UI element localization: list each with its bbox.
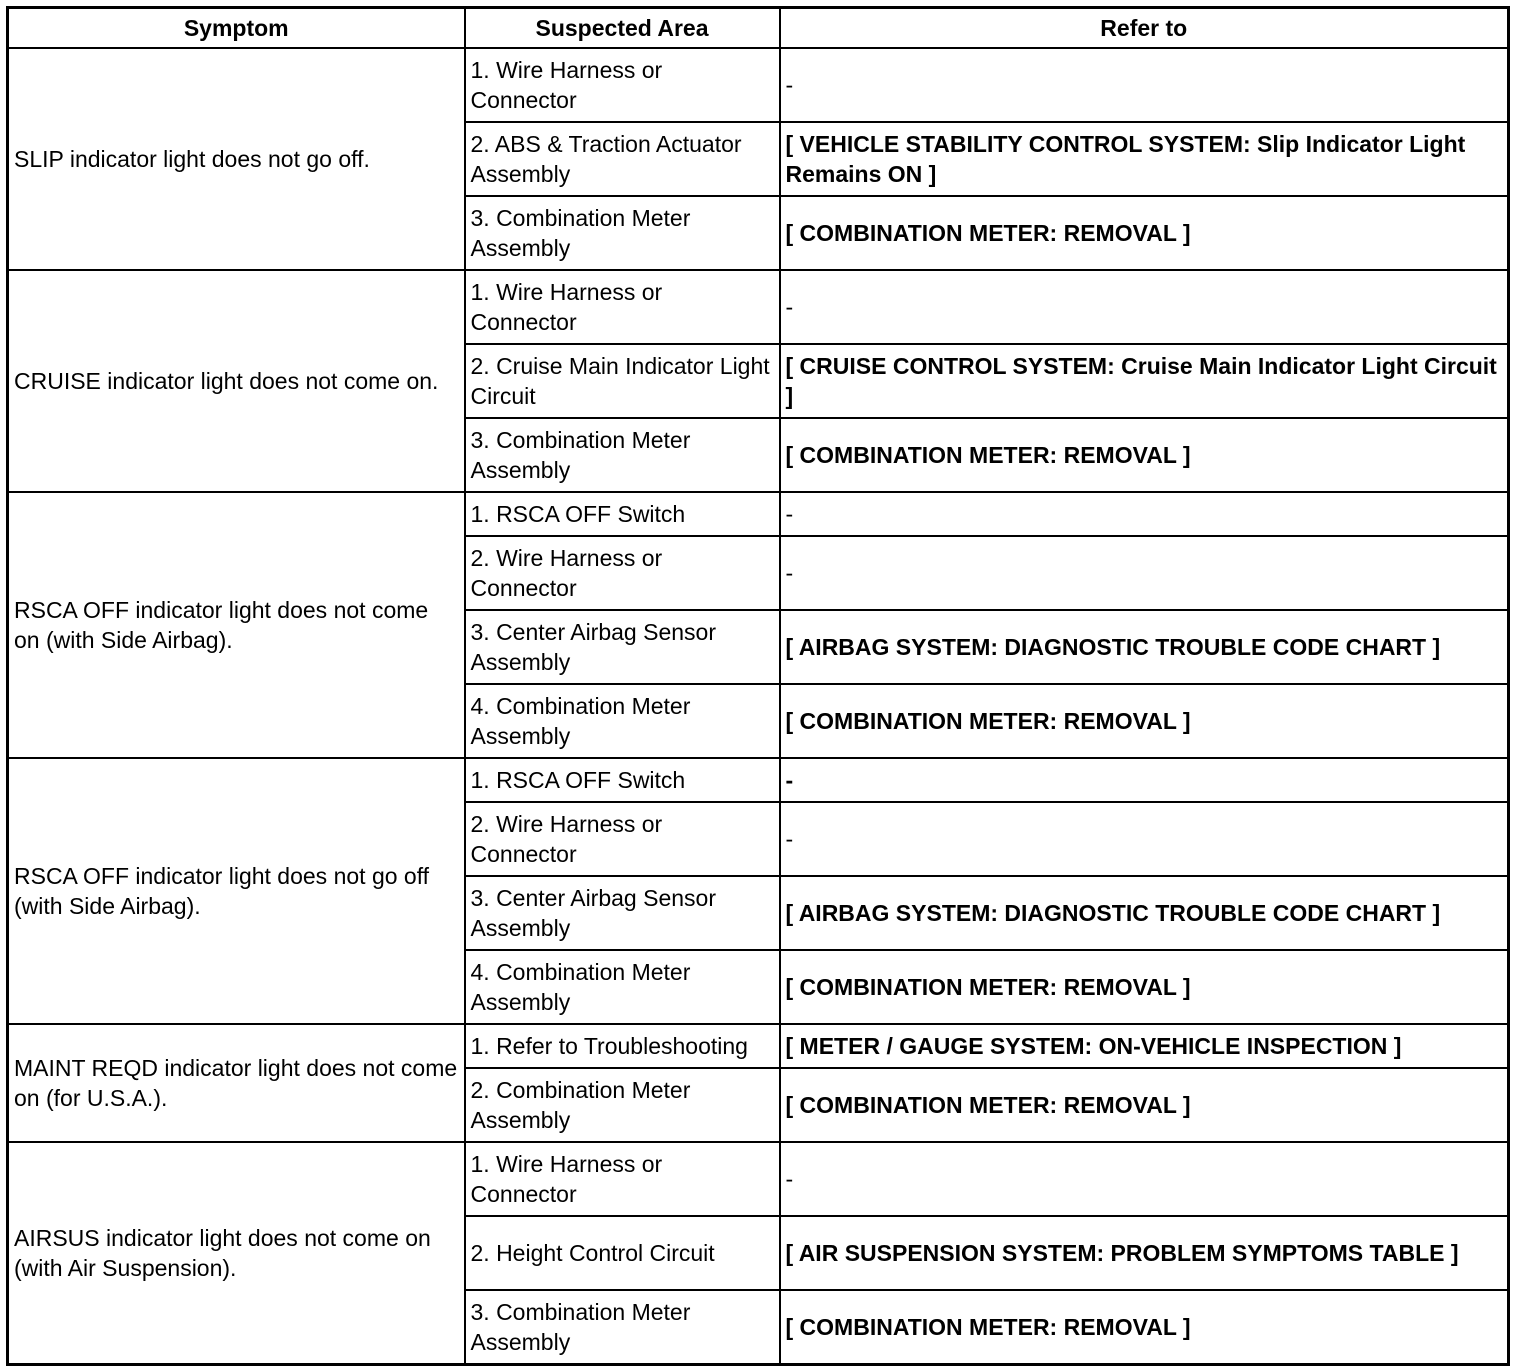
refer-link[interactable]: [ METER / GAUGE SYSTEM: ON-VEHICLE INSPECTION ] — [780, 1024, 1509, 1068]
symptom-cell: MAINT REQD indicator light does not come on (for U.S.A.). — [8, 1024, 465, 1142]
table-row — [8, 1024, 1509, 1068]
suspected-area-cell: 2. Cruise Main Indicator Light Circuit — [465, 344, 780, 418]
refer-link[interactable]: [ COMBINATION METER: REMOVAL ] — [780, 1290, 1509, 1365]
problem-symptoms-table — [6, 6, 1510, 1366]
suspected-area-cell: 3. Combination Meter Assembly — [465, 196, 780, 270]
refer-link[interactable]: [ AIR SUSPENSION SYSTEM: PROBLEM SYMPTOMS TABLE ] — [780, 1216, 1509, 1290]
refer-link[interactable]: [ AIRBAG SYSTEM: DIAGNOSTIC TROUBLE CODE CHART ] — [780, 876, 1509, 950]
refer-link[interactable]: [ AIRBAG SYSTEM: DIAGNOSTIC TROUBLE CODE CHART ] — [780, 610, 1509, 684]
suspected-area-cell: 3. Combination Meter Assembly — [465, 1290, 780, 1365]
refer-cell: - — [780, 802, 1509, 876]
refer-cell: - — [780, 758, 1509, 802]
suspected-area-cell: 2. ABS & Traction Actuator Assembly — [465, 122, 780, 196]
suspected-area-cell: 1. Wire Harness or Connector — [465, 270, 780, 344]
suspected-area-cell: 4. Combination Meter Assembly — [465, 684, 780, 758]
header-symptom: Symptom — [8, 8, 465, 49]
suspected-area-cell: 2. Height Control Circuit — [465, 1216, 780, 1290]
suspected-area-cell: 2. Wire Harness or Connector — [465, 536, 780, 610]
suspected-area-cell: 3. Combination Meter Assembly — [465, 418, 780, 492]
table-row — [8, 48, 1509, 122]
symptom-cell: AIRSUS indicator light does not come on (with Air Suspension). — [8, 1142, 465, 1365]
refer-cell: - — [780, 536, 1509, 610]
refer-link[interactable]: [ VEHICLE STABILITY CONTROL SYSTEM: Slip Indicator Light Remains ON ] — [780, 122, 1509, 196]
suspected-area-cell: 3. Center Airbag Sensor Assembly — [465, 610, 780, 684]
symptom-cell: RSCA OFF indicator light does not come on (with Side Airbag). — [8, 492, 465, 758]
suspected-area-cell: 1. RSCA OFF Switch — [465, 758, 780, 802]
symptom-cell: RSCA OFF indicator light does not go off (with Side Airbag). — [8, 758, 465, 1024]
header-refer-to: Refer to — [780, 8, 1509, 49]
table-row — [8, 1142, 1509, 1216]
suspected-area-cell: 3. Center Airbag Sensor Assembly — [465, 876, 780, 950]
header-row — [8, 8, 1509, 49]
refer-cell: - — [780, 270, 1509, 344]
suspected-area-cell: 1. RSCA OFF Switch — [465, 492, 780, 536]
suspected-area-cell: 1. Refer to Troubleshooting — [465, 1024, 780, 1068]
table-row — [8, 758, 1509, 802]
suspected-area-cell: 1. Wire Harness or Connector — [465, 1142, 780, 1216]
suspected-area-cell: 2. Combination Meter Assembly — [465, 1068, 780, 1142]
refer-link[interactable]: [ COMBINATION METER: REMOVAL ] — [780, 1068, 1509, 1142]
refer-cell: - — [780, 48, 1509, 122]
refer-link[interactable]: [ CRUISE CONTROL SYSTEM: Cruise Main Indicator Light Circuit ] — [780, 344, 1509, 418]
table-row — [8, 270, 1509, 344]
refer-link[interactable]: [ COMBINATION METER: REMOVAL ] — [780, 418, 1509, 492]
refer-link[interactable]: [ COMBINATION METER: REMOVAL ] — [780, 950, 1509, 1024]
refer-cell: - — [780, 1142, 1509, 1216]
symptom-cell: SLIP indicator light does not go off. — [8, 48, 465, 270]
header-suspected-area: Suspected Area — [465, 8, 780, 49]
refer-link[interactable]: [ COMBINATION METER: REMOVAL ] — [780, 684, 1509, 758]
table-row — [8, 492, 1509, 536]
refer-link[interactable]: [ COMBINATION METER: REMOVAL ] — [780, 196, 1509, 270]
suspected-area-cell: 4. Combination Meter Assembly — [465, 950, 780, 1024]
suspected-area-cell: 1. Wire Harness or Connector — [465, 48, 780, 122]
suspected-area-cell: 2. Wire Harness or Connector — [465, 802, 780, 876]
symptom-cell: CRUISE indicator light does not come on. — [8, 270, 465, 492]
refer-cell: - — [780, 492, 1509, 536]
